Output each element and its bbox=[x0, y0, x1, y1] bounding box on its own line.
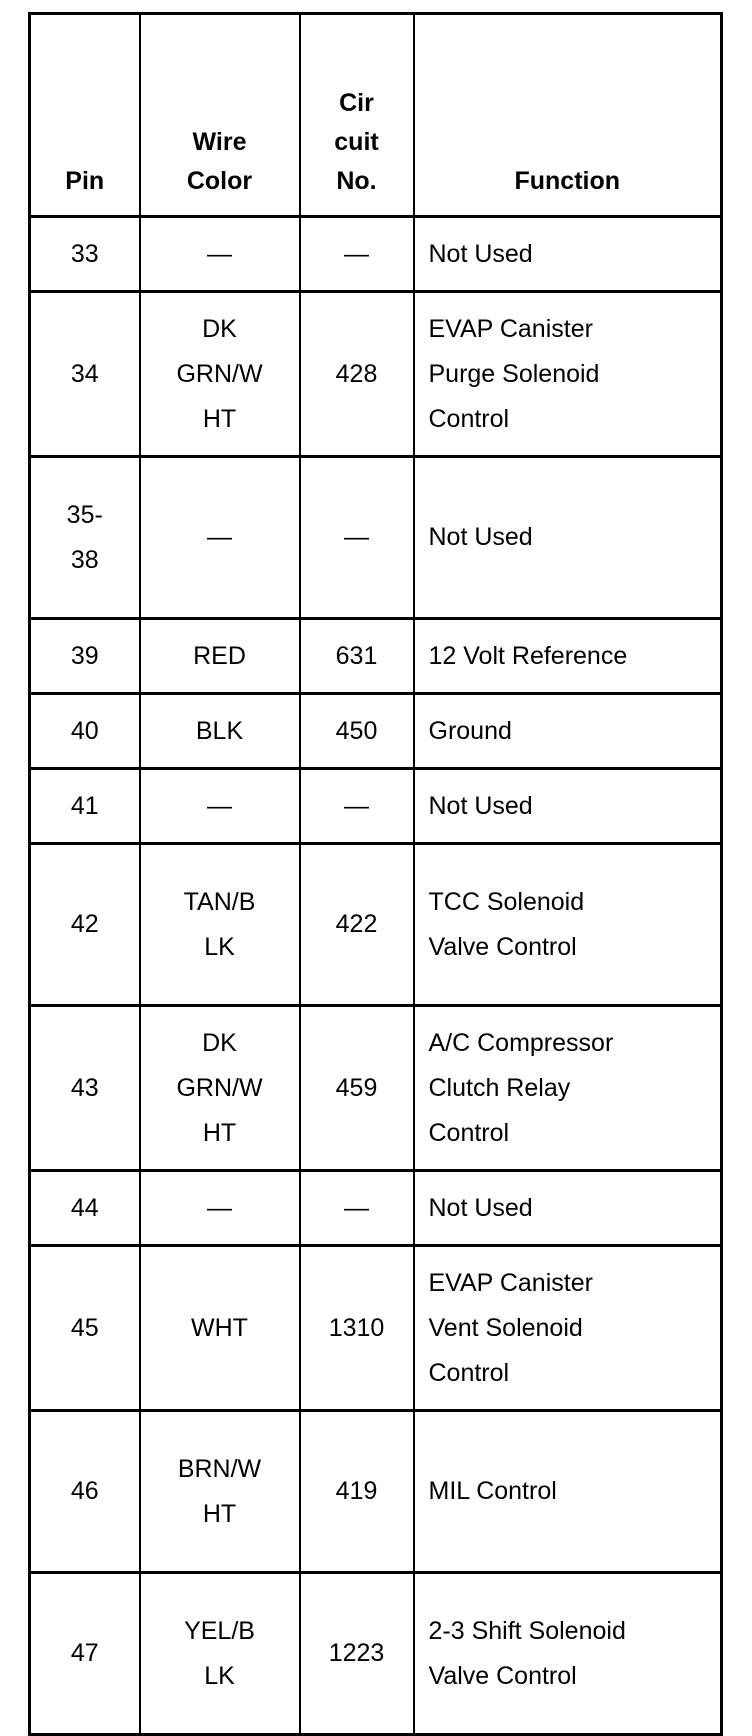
wire-line: DK bbox=[202, 1028, 237, 1057]
header-wire-color-line: Color bbox=[186, 167, 253, 195]
function-line: Valve Control bbox=[428, 1661, 577, 1690]
table-row bbox=[30, 1171, 722, 1246]
wire-color-cell bbox=[140, 1246, 300, 1411]
circuit-cell bbox=[300, 769, 414, 844]
wire-line: — bbox=[207, 1193, 232, 1222]
circuit-cell bbox=[300, 1246, 414, 1411]
pin-line: 38 bbox=[70, 545, 99, 574]
wire-color-cell bbox=[140, 769, 300, 844]
function-line: Control bbox=[428, 1358, 510, 1387]
header-pin-line: Pin bbox=[65, 167, 105, 195]
pin-function-table bbox=[28, 12, 723, 1736]
pin-cell bbox=[30, 217, 140, 292]
table-row bbox=[30, 769, 722, 844]
function-cell bbox=[414, 769, 722, 844]
header-wire-color bbox=[140, 14, 300, 217]
function-line: Not Used bbox=[428, 791, 533, 820]
wire-color-cell bbox=[140, 844, 300, 1006]
circuit-cell bbox=[300, 619, 414, 694]
function-line: Control bbox=[428, 1118, 510, 1147]
function-cell bbox=[414, 457, 722, 619]
wire-color-cell bbox=[140, 619, 300, 694]
pin-line: 41 bbox=[70, 791, 99, 820]
circuit-line: 1310 bbox=[328, 1313, 385, 1342]
circuit-line: 422 bbox=[335, 910, 378, 938]
table-row bbox=[30, 217, 722, 292]
circuit-cell bbox=[300, 1411, 414, 1573]
pin-cell bbox=[30, 1411, 140, 1573]
wire-line: GRN/W bbox=[176, 1073, 263, 1102]
wire-color-cell bbox=[140, 1006, 300, 1171]
function-line: MIL Control bbox=[428, 1477, 557, 1505]
function-line: 12 Volt Reference bbox=[428, 641, 628, 670]
pin-line: 46 bbox=[70, 1477, 99, 1505]
pin-cell bbox=[30, 1573, 140, 1735]
wire-color-cell bbox=[140, 457, 300, 619]
table-row bbox=[30, 1411, 722, 1573]
function-line: Ground bbox=[428, 716, 512, 745]
wire-line: LK bbox=[204, 1661, 235, 1690]
table-header-row bbox=[30, 14, 722, 217]
circuit-cell bbox=[300, 844, 414, 1006]
pin-line: 33 bbox=[70, 239, 99, 268]
wire-line: WHT bbox=[191, 1313, 248, 1342]
circuit-cell bbox=[300, 694, 414, 769]
wire-line: — bbox=[207, 239, 232, 268]
wire-line: DK bbox=[202, 314, 237, 343]
header-circuit-line: Cir bbox=[339, 89, 374, 117]
function-cell bbox=[414, 292, 722, 457]
circuit-line: 419 bbox=[335, 1477, 378, 1505]
function-cell bbox=[414, 844, 722, 1006]
wire-line: BLK bbox=[195, 716, 244, 745]
wire-line: — bbox=[207, 523, 232, 551]
header-circuit-no bbox=[300, 14, 414, 217]
circuit-line: 631 bbox=[335, 641, 378, 670]
pin-line: 47 bbox=[70, 1639, 99, 1667]
header-wire-color-line: Wire bbox=[192, 128, 247, 156]
function-cell bbox=[414, 1006, 722, 1171]
table-row bbox=[30, 457, 722, 619]
table-row bbox=[30, 292, 722, 457]
function-line: EVAP Canister bbox=[428, 1268, 593, 1297]
function-cell bbox=[414, 217, 722, 292]
pin-cell bbox=[30, 769, 140, 844]
pin-cell bbox=[30, 694, 140, 769]
pin-cell bbox=[30, 292, 140, 457]
wire-line: — bbox=[207, 791, 232, 820]
circuit-line: — bbox=[344, 1193, 369, 1222]
function-line: Clutch Relay bbox=[428, 1073, 571, 1102]
table-row bbox=[30, 619, 722, 694]
function-line: TCC Solenoid bbox=[428, 887, 585, 916]
function-line: 2-3 Shift Solenoid bbox=[428, 1616, 626, 1645]
wire-line: HT bbox=[202, 404, 237, 433]
wire-line: BRN/W bbox=[177, 1454, 262, 1483]
function-cell bbox=[414, 1246, 722, 1411]
circuit-line: 428 bbox=[335, 359, 378, 388]
pin-cell bbox=[30, 457, 140, 619]
wire-line: YEL/B bbox=[184, 1616, 255, 1645]
wire-color-cell bbox=[140, 1573, 300, 1735]
table-row bbox=[30, 694, 722, 769]
wire-line: HT bbox=[202, 1118, 237, 1147]
function-line: Purge Solenoid bbox=[428, 359, 600, 388]
table-row bbox=[30, 1573, 722, 1735]
header-circuit-line: No. bbox=[336, 167, 377, 195]
wire-line: RED bbox=[193, 641, 246, 670]
wire-color-cell bbox=[140, 1171, 300, 1246]
pin-line: 34 bbox=[70, 359, 99, 388]
header-circuit-line: cuit bbox=[334, 128, 379, 156]
wire-line: TAN/B bbox=[183, 887, 256, 916]
wire-color-cell bbox=[140, 1411, 300, 1573]
function-line: Not Used bbox=[428, 1193, 533, 1222]
circuit-cell bbox=[300, 217, 414, 292]
function-cell bbox=[414, 694, 722, 769]
pin-line: 35- bbox=[66, 500, 103, 529]
function-line: Not Used bbox=[428, 239, 533, 268]
pin-line: 40 bbox=[70, 716, 99, 745]
table-row bbox=[30, 1006, 722, 1171]
pin-cell bbox=[30, 844, 140, 1006]
function-cell bbox=[414, 619, 722, 694]
pin-cell bbox=[30, 1171, 140, 1246]
pin-line: 45 bbox=[70, 1313, 99, 1342]
pin-line: 44 bbox=[70, 1193, 99, 1222]
pin-line: 42 bbox=[70, 910, 99, 938]
circuit-cell bbox=[300, 1171, 414, 1246]
table-row bbox=[30, 1246, 722, 1411]
function-line: Not Used bbox=[428, 523, 533, 551]
header-function bbox=[414, 14, 722, 217]
function-line: EVAP Canister bbox=[428, 314, 593, 343]
function-cell bbox=[414, 1411, 722, 1573]
circuit-cell bbox=[300, 1573, 414, 1735]
circuit-cell bbox=[300, 457, 414, 619]
circuit-line: — bbox=[344, 523, 369, 551]
function-cell bbox=[414, 1171, 722, 1246]
circuit-line: — bbox=[344, 239, 369, 268]
wire-color-cell bbox=[140, 292, 300, 457]
function-line: Vent Solenoid bbox=[428, 1313, 583, 1342]
header-function-line: Function bbox=[514, 167, 621, 195]
wire-line: LK bbox=[204, 932, 235, 961]
circuit-line: — bbox=[344, 791, 369, 820]
wire-line: HT bbox=[202, 1499, 237, 1528]
circuit-line: 1223 bbox=[328, 1639, 385, 1667]
circuit-cell bbox=[300, 292, 414, 457]
header-pin bbox=[30, 14, 140, 217]
circuit-cell bbox=[300, 1006, 414, 1171]
pin-cell bbox=[30, 1246, 140, 1411]
wire-line: GRN/W bbox=[176, 359, 263, 388]
pin-line: 39 bbox=[70, 641, 99, 670]
wire-color-cell bbox=[140, 694, 300, 769]
function-line: A/C Compressor bbox=[428, 1028, 614, 1057]
circuit-line: 450 bbox=[335, 716, 378, 745]
function-cell bbox=[414, 1573, 722, 1735]
pin-line: 43 bbox=[70, 1073, 99, 1102]
pin-cell bbox=[30, 619, 140, 694]
function-line: Valve Control bbox=[428, 932, 577, 961]
pin-cell bbox=[30, 1006, 140, 1171]
function-line: Control bbox=[428, 404, 510, 433]
wire-color-cell bbox=[140, 217, 300, 292]
table-row bbox=[30, 844, 722, 1006]
circuit-line: 459 bbox=[335, 1073, 378, 1102]
